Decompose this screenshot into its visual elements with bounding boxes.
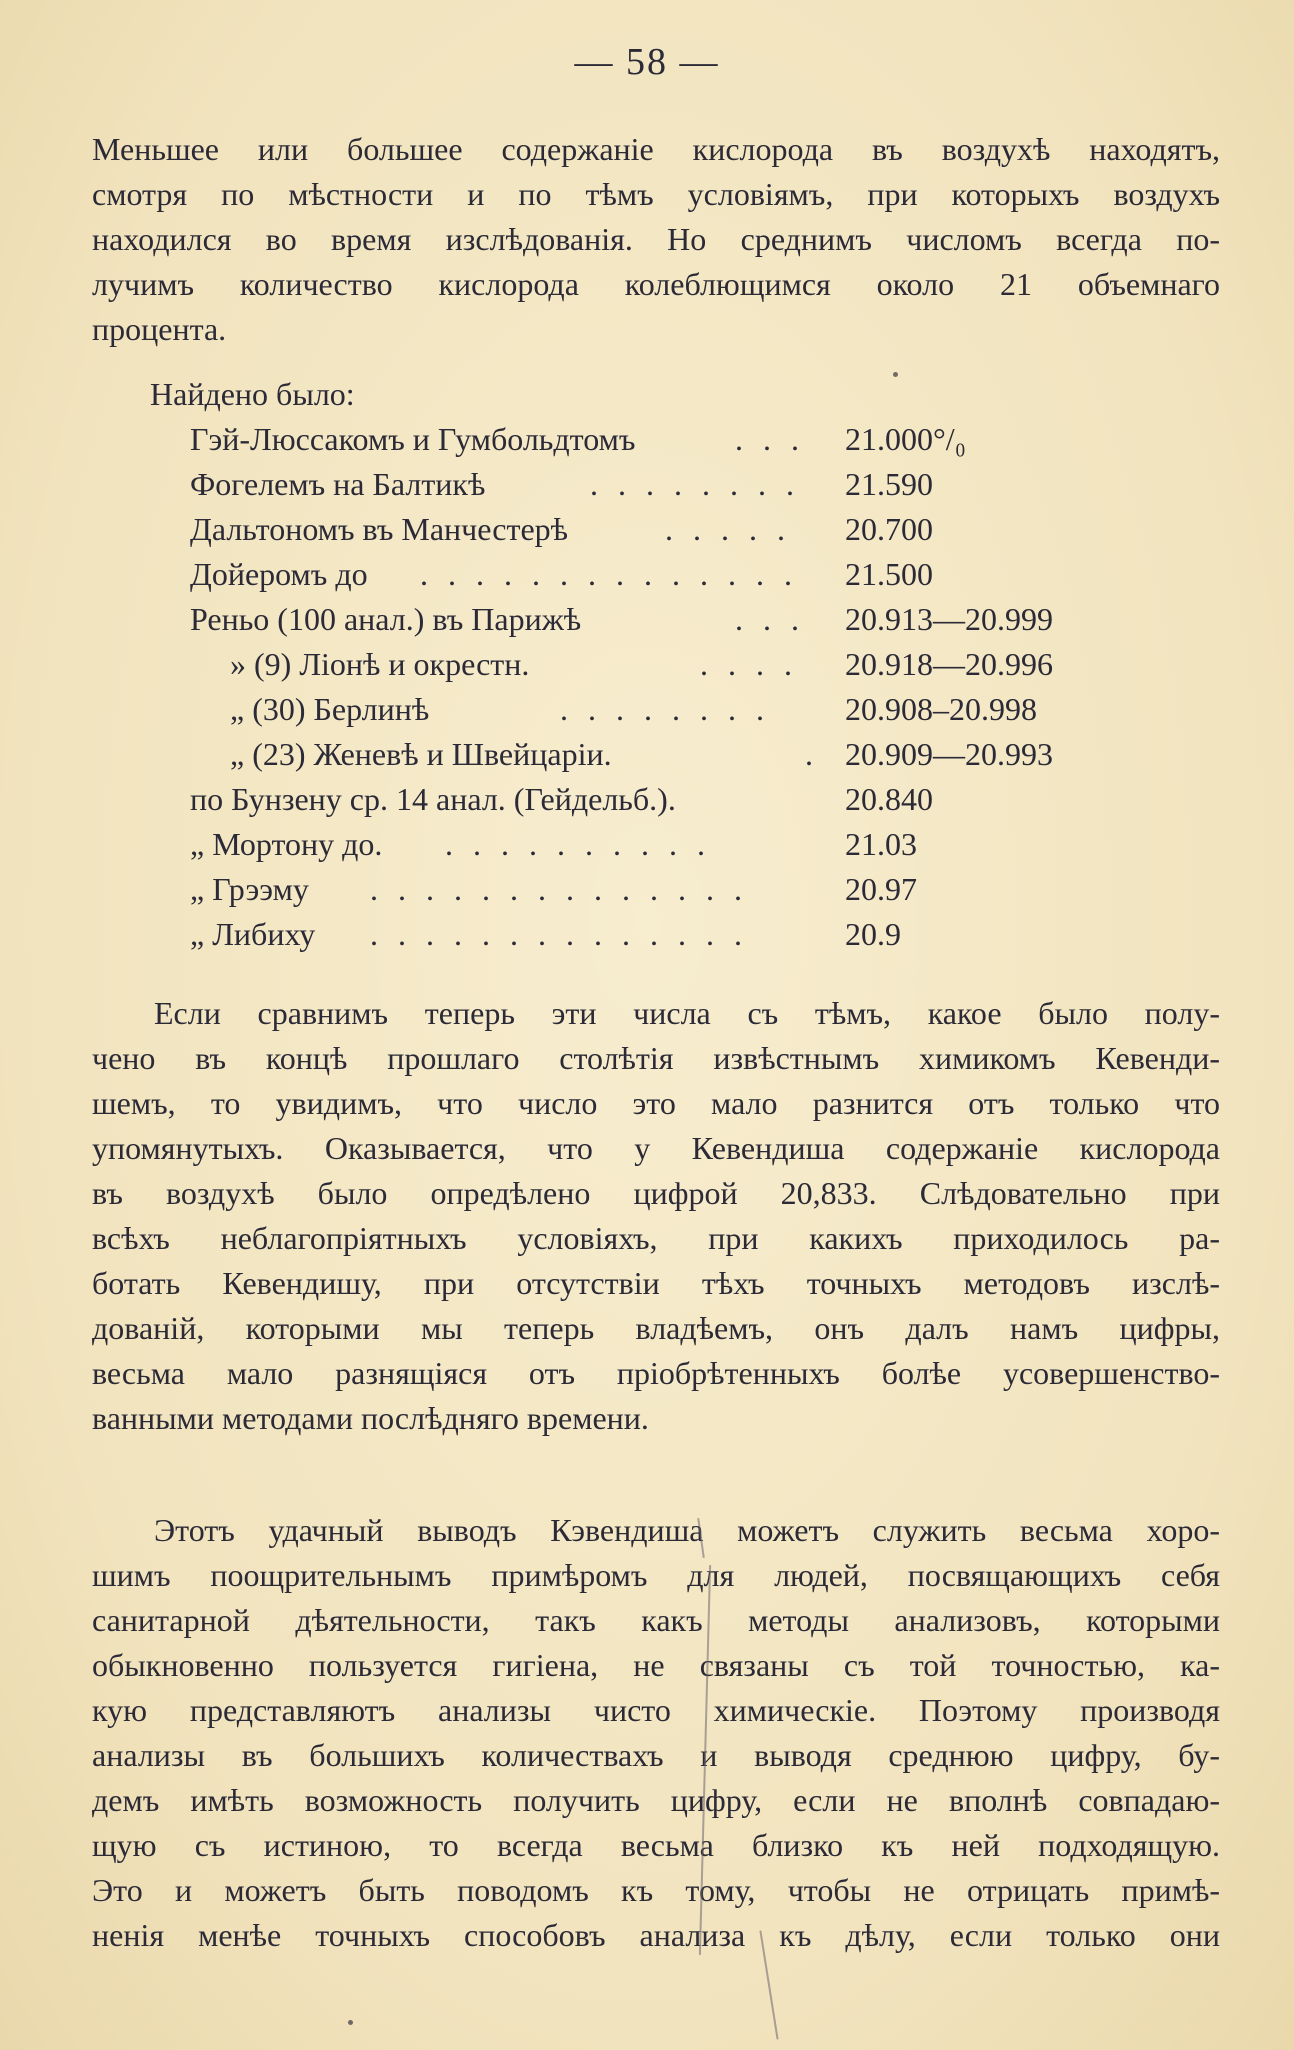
measurement-label: „ Грээму: [190, 871, 309, 907]
measurement-value: 20.700: [845, 511, 933, 547]
measurements-heading: Найдено было:: [150, 376, 355, 412]
measurement-row: [0, 777, 1294, 822]
paragraph-line: санитарной дѣятельности, такъ какъ методы анализовъ, которыми: [92, 1602, 1220, 1638]
paragraph-line: лучимъ количество кислорода колеблющимся около 21 объемнаго: [92, 266, 1220, 302]
measurement-value: 20.913—20.999: [845, 601, 1053, 637]
measurement-value: 20.840: [845, 781, 933, 817]
measurement-value: 20.909—20.993: [845, 736, 1053, 772]
measurement-value: 21.500: [845, 556, 933, 592]
measurement-leader: . . . . . . . . . .: [445, 826, 711, 862]
paragraph-line: весьма мало разнящiяся отъ прiобрѣтенныхъ болѣе усовершенство-: [92, 1355, 1220, 1391]
measurement-leader: . . . . . . . . . . . . . .: [420, 556, 798, 592]
measurement-row: [0, 912, 1294, 957]
ink-speck: [348, 2020, 353, 2025]
paragraph-line: дованiй, которыми мы теперь владѣемъ, онъ далъ намъ цифры,: [92, 1310, 1220, 1346]
measurement-label: » (9) Лiонѣ и окрестн.: [230, 646, 530, 682]
measurement-label: „ Либиху: [190, 916, 316, 952]
paragraph-line: смотря по мѣстности и по тѣмъ условiямъ, при которыхъ воздухъ: [92, 176, 1220, 212]
paragraph-line: анализы въ большихъ количествахъ и выводя среднюю цифру, бу-: [92, 1737, 1220, 1773]
paragraph-cavendish-comparison: [92, 991, 1220, 1441]
paragraph-line: щую съ истиною, то всегда весьма близко къ ней подходящую.: [92, 1827, 1220, 1863]
measurement-leader: . . . .: [700, 646, 798, 682]
measurement-row: [0, 552, 1294, 597]
measurement-leader: .: [805, 736, 819, 772]
paragraph-oxygen-content: [92, 127, 1220, 352]
measurement-label: по Бунзену ср. 14 анал. (Гейдельб.).: [190, 781, 676, 817]
page-number: — 58 —: [574, 41, 720, 83]
measurement-leader: . . . . . . . . . . . . . .: [370, 916, 748, 952]
measurement-leader: . . . . . . . .: [560, 691, 770, 727]
measurement-label: Реньо (100 анал.) въ Парижѣ: [190, 601, 582, 637]
ink-speck: [893, 372, 898, 377]
measurement-row: [0, 417, 1294, 462]
paragraph-line: чено въ концѣ прошлаго столѣтiя извѣстнымъ химикомъ Кевенди-: [92, 1040, 1220, 1076]
measurement-label: „ Мортону до.: [190, 826, 383, 862]
measurement-value: 20.9: [845, 916, 901, 952]
measurement-label: Фогелемъ на Балтикѣ: [190, 466, 486, 502]
paragraph-line: кую представляютъ анализы чисто химическiе. Поэтому производя: [92, 1692, 1220, 1728]
measurement-label: Дальтономъ въ Манчестерѣ: [190, 511, 569, 547]
measurement-value: 20.97: [845, 871, 917, 907]
measurement-leader: . . . . . . . .: [590, 466, 800, 502]
measurement-label: „ (23) Женевѣ и Швейцарiи.: [230, 736, 612, 772]
paragraph-line: ванными методами послѣдняго времени.: [92, 1400, 649, 1436]
measurement-row: [0, 642, 1294, 687]
paragraph-line: шимъ поощрительнымъ примѣромъ для людей, посвящающихъ себя: [92, 1557, 1220, 1593]
paragraph-line: упомянутыхъ. Оказывается, что у Кевендиша содержанiе кислорода: [92, 1130, 1220, 1166]
measurement-value: 21.590: [845, 466, 933, 502]
measurement-row: [0, 867, 1294, 912]
measurement-label: „ (30) Берлинѣ: [230, 691, 430, 727]
measurement-value: 21.03: [845, 826, 917, 862]
paragraph-line: находился во время изслѣдованiя. Но среднимъ числомъ всегда по-: [92, 221, 1220, 257]
paragraph-line: Этотъ удачный выводъ Кэвендиша можетъ служить весьма хоро-: [154, 1512, 1220, 1548]
measurement-row: [0, 732, 1294, 777]
paragraph-line: демъ имѣть возможность получить цифру, если не вполнѣ совпадаю-: [92, 1782, 1220, 1818]
measurement-row: [0, 687, 1294, 732]
paragraph-line: Меньшее или большее содержанiе кислорода въ воздухѣ находятъ,: [92, 131, 1220, 167]
paragraph-line: шемъ, то увидимъ, что число это мало разнится отъ только что: [92, 1085, 1220, 1121]
paragraph-line: ботать Кевендишу, при отсутствiи тѣхъ точныхъ методовъ изслѣ-: [92, 1265, 1220, 1301]
measurement-row: [0, 462, 1294, 507]
measurement-label: Гэй-Люссакомъ и Гумбольдтомъ: [190, 421, 636, 457]
measurement-row: [0, 597, 1294, 642]
paragraph-line: Это и можетъ быть поводомъ къ тому, чтобы не отрицать примѣ-: [92, 1872, 1220, 1908]
measurement-label: Дойеромъ до: [190, 556, 368, 592]
measurement-value: 20.908–20.998: [845, 691, 1037, 727]
measurement-row: [0, 507, 1294, 552]
measurement-leader: . . . . .: [665, 511, 791, 547]
measurement-value: 21.000°/₀: [845, 421, 966, 457]
paragraph-line: всѣхъ неблагопрiятныхъ условiяхъ, при какихъ приходилось ра-: [92, 1220, 1220, 1256]
measurement-leader: . . .: [735, 601, 805, 637]
measurement-row: [0, 822, 1294, 867]
measurement-leader: . . . . . . . . . . . . . .: [370, 871, 748, 907]
paragraph-line: обыкновенно пользуется гигiена, не связаны съ той точностью, ка-: [92, 1647, 1220, 1683]
paragraph-sanitary-methods: [92, 1508, 1220, 1958]
paragraph-line: ненiя менѣе точныхъ способовъ анализа къ дѣлу, если только они: [92, 1917, 1220, 1953]
paragraph-line: процента.: [92, 311, 227, 347]
paragraph-line: Если сравнимъ теперь эти числа съ тѣмъ, какое было полу-: [154, 995, 1220, 1031]
measurement-leader: . . .: [735, 421, 805, 457]
measurement-value: 20.918—20.996: [845, 646, 1053, 682]
paragraph-line: въ воздухѣ было опредѣлено цифрой 20,833. Слѣдовательно при: [92, 1175, 1220, 1211]
